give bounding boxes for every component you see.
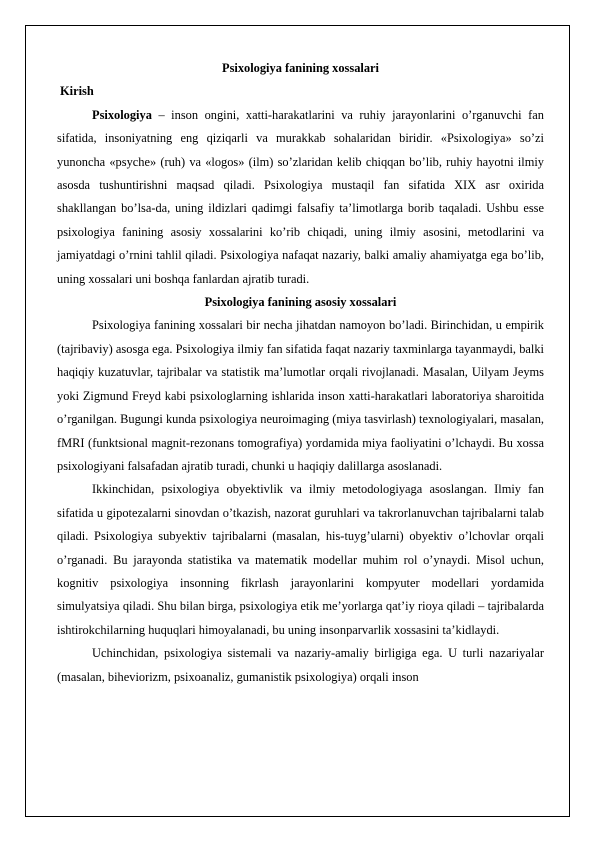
- document-title: Psixologiya fanining xossalari: [222, 61, 379, 75]
- intro-heading: Kirish: [60, 84, 94, 99]
- document-body: [57, 57, 544, 689]
- intro-paragraph: [57, 104, 544, 291]
- intro-text: – inson ongini, xatti-harakatlarini va ruhiy jarayonlarini o’rganuvchi fan sifatida, insoniyatning eng qiziqarli va murakkab sohalaridan biridir. «Psixologiya» so’zi yunoncha «psyche» (ruh) va «logos» (ilm) so’zlaridan kelib chiqqan bo’lib, ruhiy hayotni ilmiy asosda tushuntirishni maqsad qiladi. Psixologiya mustaqil fan sifatida XIX asr oxirida shakllangan bo’lsa-da, uning ildizlari qadimgi falsafiy ta’limotlarga borib taqaladi. Ushbu esse psixologiya fanining asosiy xossalarini ko’rib chiqadi, uning ilmiy asosini, metodlarini va jamiyatdagi o’rnini tahlil qiladi. Psixologiya nafaqat nazariy, balki amaliy ahamiyatga ega bo’lib, uning xossalari uni boshqa fanlardan ajratib turadi.: [57, 107, 544, 286]
- paragraph-third-property: Uchinchidan, psixologiya sistemali va nazariy-amaliy birligiga ega. U turli nazariyalar (masalan, biheviorizm, psixoanaliz, gumanistik psixologiya) orqali inson: [57, 646, 544, 684]
- paragraph-first-property: Psixologiya fanining xossalari bir necha jihatdan namoyon bo’ladi. Birinchidan, u empirik (tajribaviy) asosga ega. Psixologiya ilmiy fan sifatida faqat nazariy taxminlarga tayanmaydi, balki haqiqiy kuzatuvlar, tajribalar va statistik ma’lumotlar orqali rivojlanadi. Masalan, Uilyam Jeyms yoki Zigmund Freyd kabi psixologlarning ishlarida inson xatti-harakatlari laboratoriya sharoitida o’rganilgan. Bugungi kunda psixologiya neuroimaging (miya tasvirlash) texnologiyalari, masalan, fMRI (funktsional magnit-rezonans tomografiya) yordamida miya faoliyatini o’lchaydi. Bu xossa psixologiyani falsafadan ajratib turadi, chunki u haqiqiy dalillarga asoslanadi.: [57, 318, 544, 473]
- intro-lead-term: Psixologiya: [92, 107, 152, 122]
- paragraph-second-property: Ikkinchidan, psixologiya obyektivlik va ilmiy metodologiyaga asoslangan. Ilmiy fan sifatida u gipotezalarni sinovdan o’tkazish, nazorat guruhlari va takrorlanuvchan tajribalarni talab qiladi. Psixologiya subyektiv tajribalarni (masalan, his-tuyg’ularni) obyektiv o’lchovlar orqali o’rganadi. Bu jarayonda statistika va matematik modellar muhim rol o’ynaydi. Misol uchun, kognitiv psixologiya insonning fikrlash jarayonlarini kompyuter modellari yordamida simulyatsiya qiladi. Shu bilan birga, psixologiya etik me’yorlarga qat’iy rioya qiladi – tajribalarda ishtirokchilarning huquqlari himoyalanadi, bu uning insonparvarlik xossasini ta’kidlaydi.: [57, 482, 544, 637]
- section-heading: Psixologiya fanining asosiy xossalari: [204, 295, 397, 310]
